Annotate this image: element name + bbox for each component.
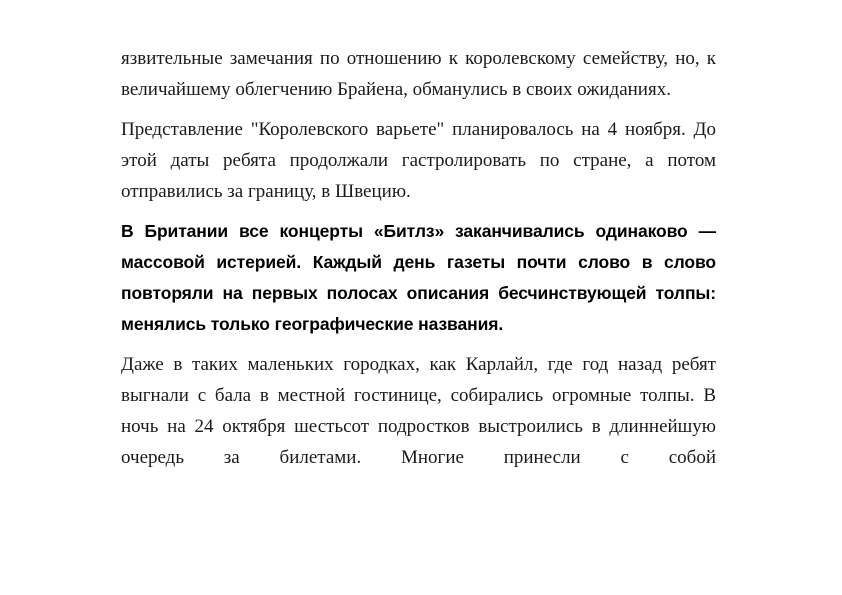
paragraph-hysteria: В Британии все концерты «Битлз» заканчивались одинаково — массовой истерией. Каждый день газеты почти слово в слово повторяли на первых полосах описания бесчинствующей толпы: менялись только географические названия. xyxy=(121,221,716,334)
page-content xyxy=(121,43,716,482)
paragraph-royal-variety: Представление "Королевского варьете" планировалось на 4 ноября. До этой даты ребята продолжали гастролировать по стране, а потом отправились за границу, в Швецию. xyxy=(121,119,716,202)
paragraph-carlisle: Даже в таких маленьких городках, как Карлайл, где год назад ребят выгнали с бала в местной гостинице, собирались огромные толпы. В ночь на 24 октября шестьсот подростков выстроились в длиннейшую очередь за билетами. Многие принесли с собой xyxy=(121,354,716,468)
paragraph-royal-family: язвительные замечания по отношению к королевскому семейству, но, к величайшему облегчению Брайена, обманулись в своих ожиданиях. xyxy=(121,48,716,100)
